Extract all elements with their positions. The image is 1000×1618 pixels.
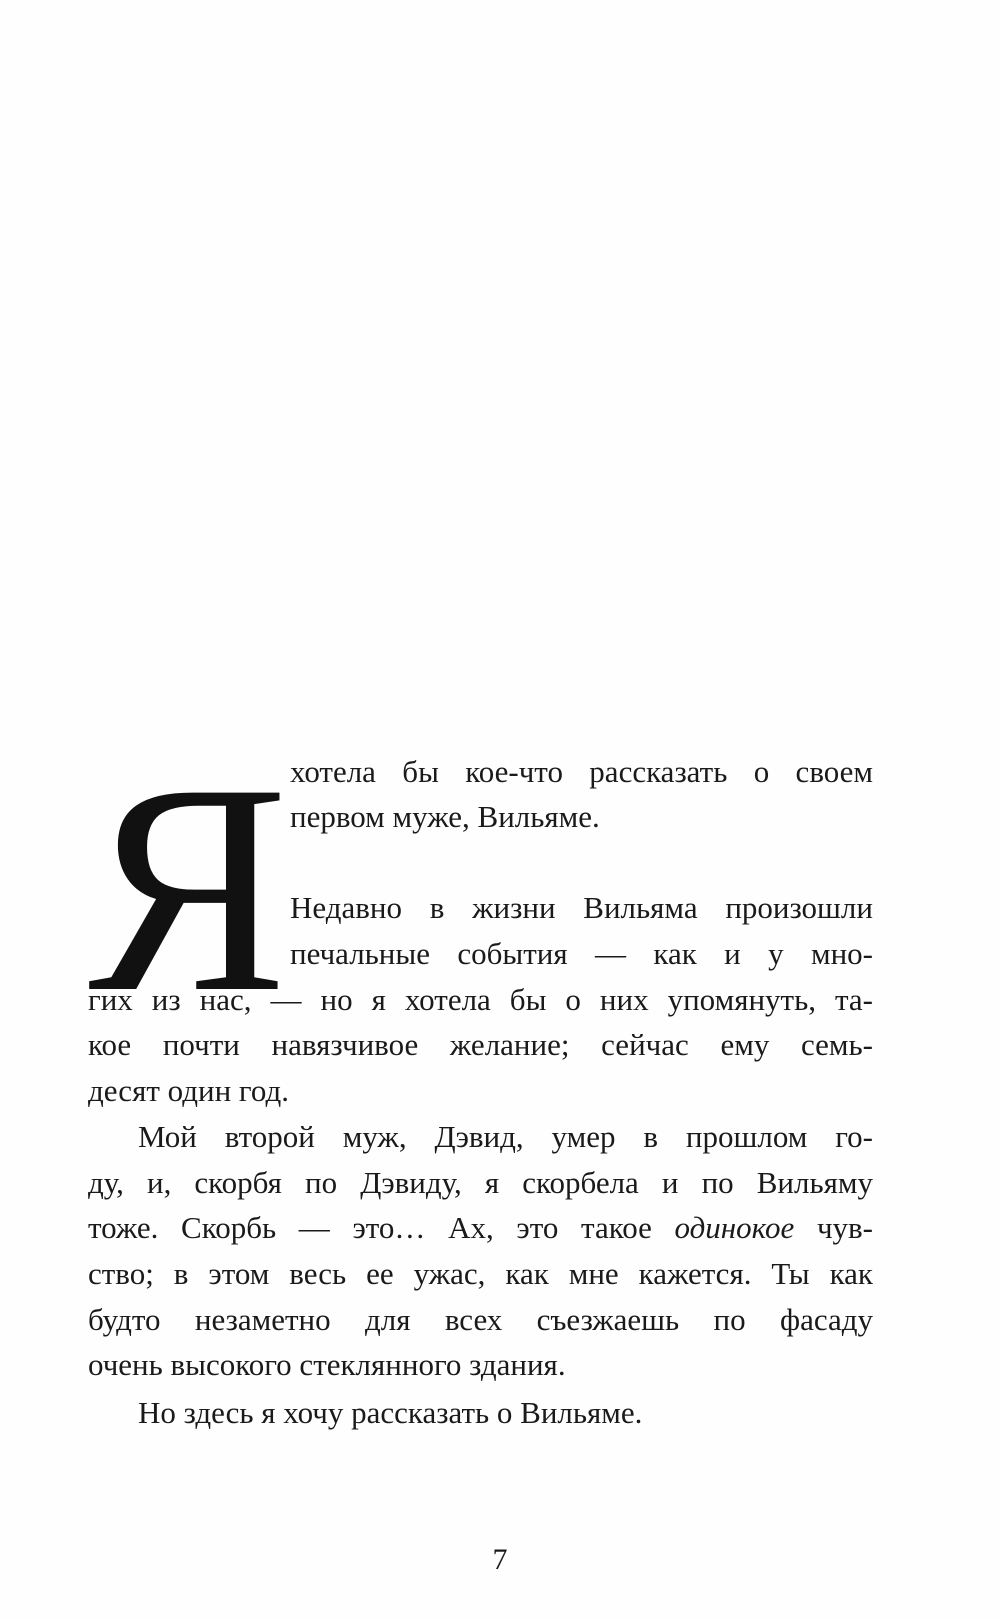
paragraph-3-line-2: ду, и, скорбя по Дэвиду, я скорбела и по Вильяму: [88, 1165, 873, 1200]
italic-emphasis: одинокое: [674, 1210, 795, 1245]
line-text-start: тоже. Скорбь — это… Ах, это такое: [88, 1210, 675, 1245]
page-number: 7: [492, 1543, 508, 1576]
paragraph-4-line-1: Но здесь я хочу рассказать о Вильяме.: [138, 1395, 643, 1430]
paragraph-2-line-5: десят один год.: [88, 1073, 290, 1108]
paragraph-3-line-6: очень высокого стеклянного здания.: [88, 1347, 566, 1382]
paragraph-2-line-4: кое почти навязчивое желание; сейчас ему семь-: [88, 1027, 873, 1062]
line-text-end: чув-: [794, 1210, 873, 1245]
paragraph-1-line-1: хотела бы кое-что рассказать о своем: [290, 754, 873, 789]
paragraph-1-line-2: первом муже, Вильяме.: [290, 799, 600, 834]
drop-cap-letter: Я: [88, 722, 289, 1054]
paragraph-3-line-1: Мой второй муж, Дэвид, умер в прошлом го-: [138, 1119, 873, 1154]
paragraph-3-line-4: ство; в этом весь ее ужас, как мне кажется. Ты как: [88, 1256, 873, 1291]
paragraph-2-line-2: печальные события — как и у мно-: [290, 936, 873, 971]
paragraph-2-line-3: гих из нас, — но я хотела бы о них упомянуть, та-: [88, 982, 873, 1017]
paragraph-3-line-5: будто незаметно для всех съезжаешь по фасаду: [88, 1302, 873, 1337]
paragraph-2-line-1: Недавно в жизни Вильяма произошли: [290, 890, 873, 925]
paragraph-3-line-3: [88, 1208, 873, 1248]
